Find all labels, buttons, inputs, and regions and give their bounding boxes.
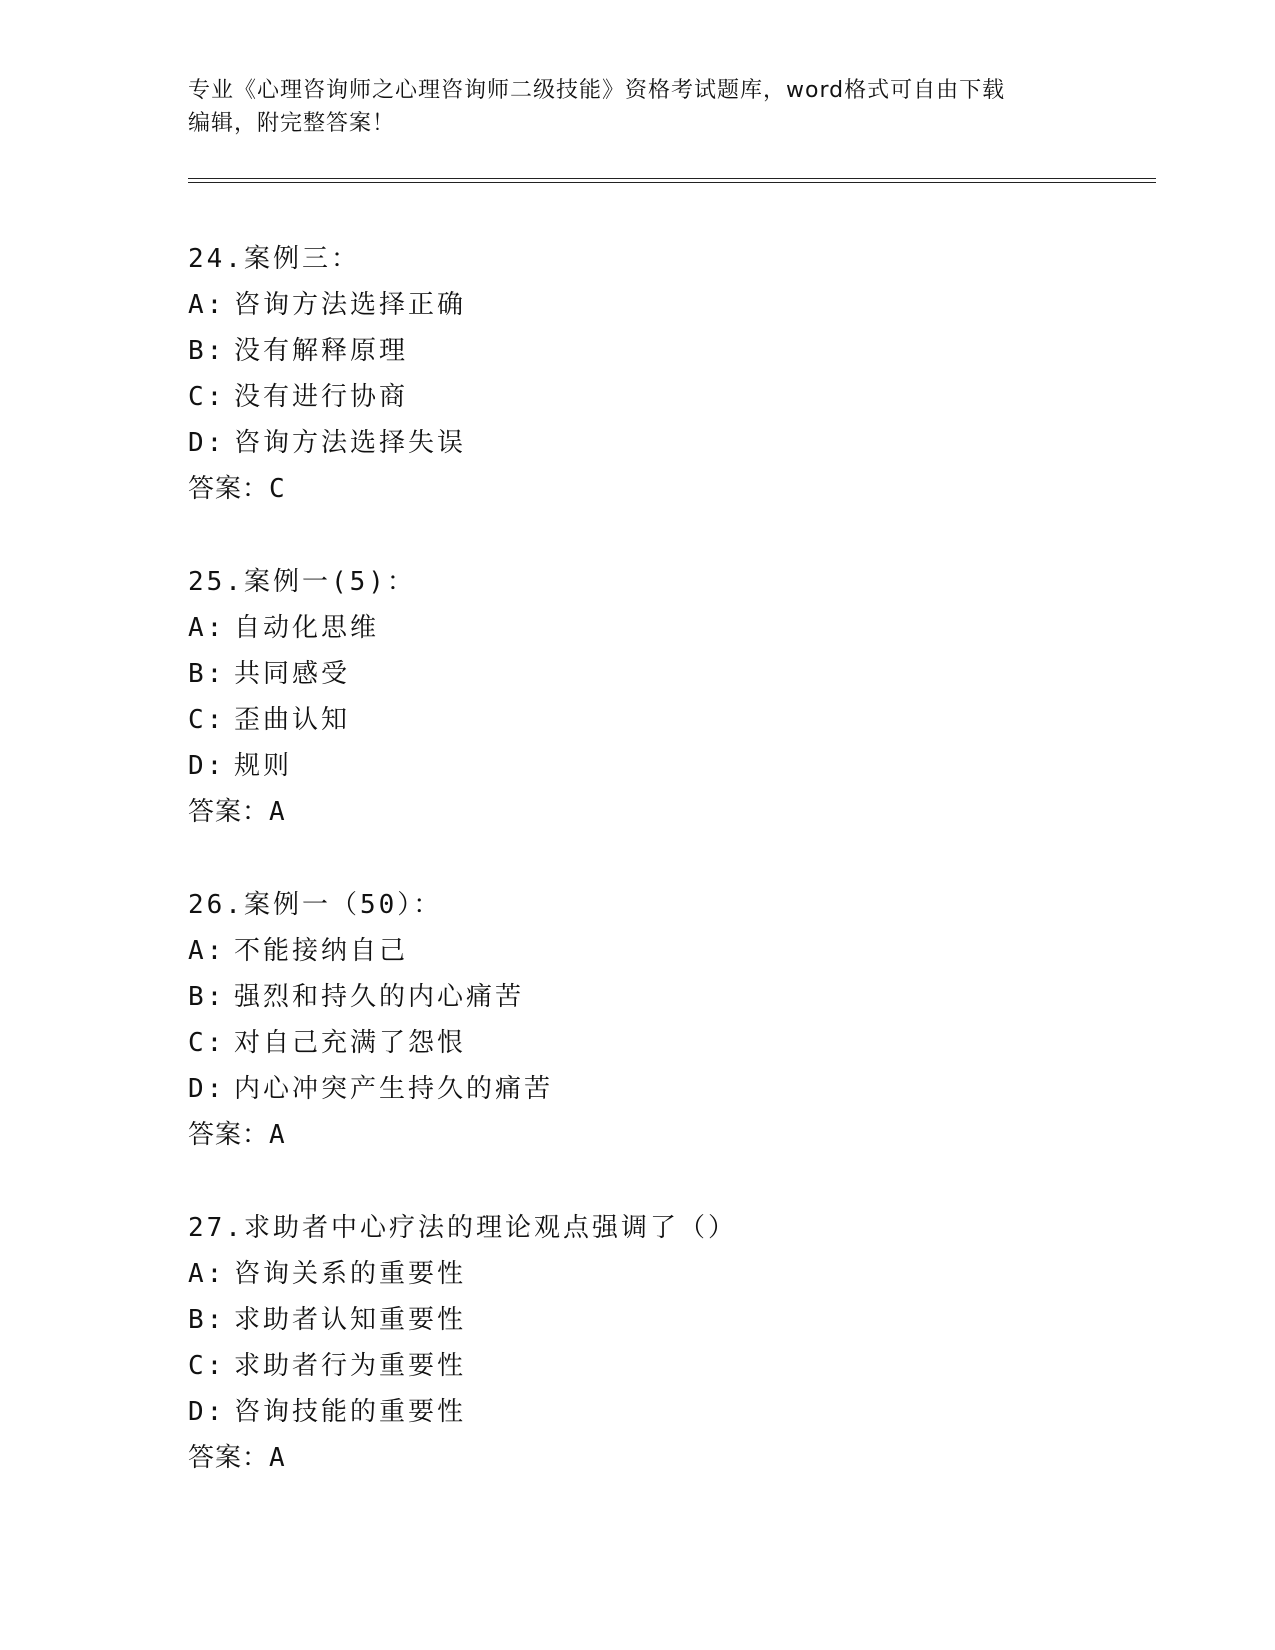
option-a <box>188 282 1148 328</box>
answer-value: A <box>269 797 286 827</box>
option-text: 求助者认知重要性 <box>234 1305 467 1335</box>
option-c <box>188 1020 1148 1066</box>
answer-label: 答案： <box>188 474 270 504</box>
answer-label: 答案： <box>188 1120 270 1150</box>
option-text: 共同感受 <box>234 659 351 689</box>
option-letter: C: <box>188 1028 226 1058</box>
option-a <box>188 605 1148 651</box>
answer-value: C <box>269 474 286 504</box>
option-letter: D: <box>188 751 226 781</box>
option-letter: D: <box>188 1074 226 1104</box>
option-c <box>188 697 1148 743</box>
option-letter: A: <box>188 1259 226 1289</box>
option-text: 没有进行协商 <box>234 382 409 412</box>
question-text: 求助者中心疗法的理论观点强调了（） <box>243 1213 737 1243</box>
option-d <box>188 1066 1148 1112</box>
option-letter: A: <box>188 613 226 643</box>
question-list <box>188 236 1148 1528</box>
option-text: 自动化思维 <box>234 613 380 643</box>
option-letter: B: <box>188 1305 226 1335</box>
option-text: 对自己充满了怨恨 <box>234 1028 467 1058</box>
question-number: 24. <box>188 244 244 274</box>
option-text: 内心冲突产生持久的痛苦 <box>234 1074 554 1104</box>
option-text: 没有解释原理 <box>234 336 409 366</box>
option-a <box>188 928 1148 974</box>
option-text: 咨询关系的重要性 <box>234 1259 467 1289</box>
question-27 <box>188 1205 1148 1481</box>
question-stem <box>188 236 1148 282</box>
answer-line <box>188 789 1148 835</box>
question-26 <box>188 882 1148 1158</box>
option-text: 咨询方法选择失误 <box>234 428 467 458</box>
option-letter: B: <box>188 336 226 366</box>
document-header <box>188 74 1088 140</box>
question-number: 27. <box>188 1213 244 1243</box>
answer-value: A <box>269 1443 286 1473</box>
option-letter: A: <box>188 290 226 320</box>
question-number: 26. <box>188 890 244 920</box>
option-d <box>188 420 1148 466</box>
question-text: 案例一（50）： <box>243 890 443 920</box>
question-text: 案例三： <box>243 244 360 274</box>
answer-line <box>188 1435 1148 1481</box>
option-d <box>188 1389 1148 1435</box>
option-b <box>188 328 1148 374</box>
option-c <box>188 1343 1148 1389</box>
question-number: 25. <box>188 567 244 597</box>
option-text: 求助者行为重要性 <box>234 1351 467 1381</box>
question-stem <box>188 1205 1148 1251</box>
header-divider <box>188 178 1156 183</box>
option-letter: B: <box>188 659 226 689</box>
option-b <box>188 1297 1148 1343</box>
header-line-1: 专业《心理咨询师之心理咨询师二级技能》资格考试题库，word格式可自由下载 <box>188 78 1006 103</box>
question-25 <box>188 559 1148 835</box>
option-letter: C: <box>188 705 226 735</box>
answer-label: 答案： <box>188 1443 270 1473</box>
option-letter: C: <box>188 1351 226 1381</box>
option-d <box>188 743 1148 789</box>
answer-value: A <box>269 1120 286 1150</box>
question-24 <box>188 236 1148 512</box>
answer-line <box>188 1112 1148 1158</box>
option-letter: D: <box>188 428 226 458</box>
option-c <box>188 374 1148 420</box>
option-letter: B: <box>188 982 226 1012</box>
option-text: 咨询方法选择正确 <box>234 290 467 320</box>
option-text: 规则 <box>234 751 293 781</box>
answer-label: 答案： <box>188 797 270 827</box>
option-b <box>188 651 1148 697</box>
option-letter: A: <box>188 936 226 966</box>
option-text: 不能接纳自己 <box>234 936 409 966</box>
answer-line <box>188 466 1148 512</box>
option-b <box>188 974 1148 1020</box>
option-a <box>188 1251 1148 1297</box>
option-letter: C: <box>188 382 226 412</box>
option-letter: D: <box>188 1397 226 1427</box>
question-stem <box>188 882 1148 928</box>
question-stem <box>188 559 1148 605</box>
option-text: 咨询技能的重要性 <box>234 1397 467 1427</box>
option-text: 强烈和持久的内心痛苦 <box>234 982 525 1012</box>
option-text: 歪曲认知 <box>234 705 351 735</box>
question-text: 案例一(5)： <box>243 567 416 597</box>
header-line-2: 编辑，附完整答案！ <box>188 111 396 136</box>
